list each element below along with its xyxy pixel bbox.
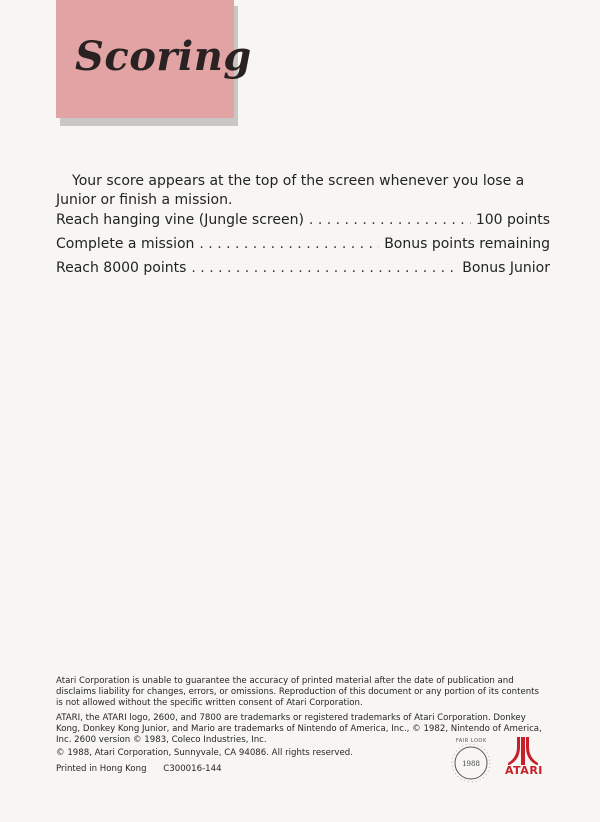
page-title: Scoring [75, 33, 252, 80]
score-row-label: Reach hanging vine (Jungle screen) [56, 212, 304, 228]
seal-icon [447, 737, 495, 785]
score-row [56, 236, 550, 256]
atari-logo-icon [508, 737, 538, 765]
copyright-text: © 1988, Atari Corporation, Sunnyvale, CA 94086. All rights reserved. [56, 748, 353, 758]
score-row [56, 260, 550, 280]
print-info [56, 764, 222, 774]
leader-dots [199, 236, 379, 252]
score-row-value: 100 points [475, 212, 550, 228]
atari-wordmark: ATARI [505, 764, 543, 777]
leader-dots [191, 260, 457, 276]
score-row [56, 212, 550, 232]
trademark-text: ATARI, the ATARI logo, 2600, and 7800 are trademarks or registered trademarks of Atari Corporation. Donkey Kong, Donkey Kong Junior, and Mario are trademarks of Nintendo of America, Inc., © 1982, Nintendo of America, Inc. 2600 version © 1983, Coleco Industries, Inc. [56, 713, 542, 745]
intro-paragraph: Your score appears at the top of the screen whenever you lose a Junior or finish a mission. [56, 173, 525, 208]
score-row-value: Bonus points remaining [384, 236, 550, 252]
score-row-label: Complete a mission [56, 236, 195, 252]
catalog-code: C300016-144 [163, 764, 222, 774]
score-row-value: Bonus Junior [462, 260, 550, 276]
printed-location: Printed in Hong Kong [56, 764, 147, 774]
seal-year: 1988 [462, 760, 480, 768]
leader-dots [309, 212, 471, 228]
seal-label: FAIR LOOK [456, 738, 487, 744]
score-row-label: Reach 8000 points [56, 260, 187, 276]
disclaimer-text: Atari Corporation is unable to guarantee the accuracy of printed material after the date of publication and disclaims liability for changes, errors, or omissions. Reproduction of this document or any portion of its contents is not allowed without the specific written consent of Atari Corporation. [56, 676, 540, 708]
